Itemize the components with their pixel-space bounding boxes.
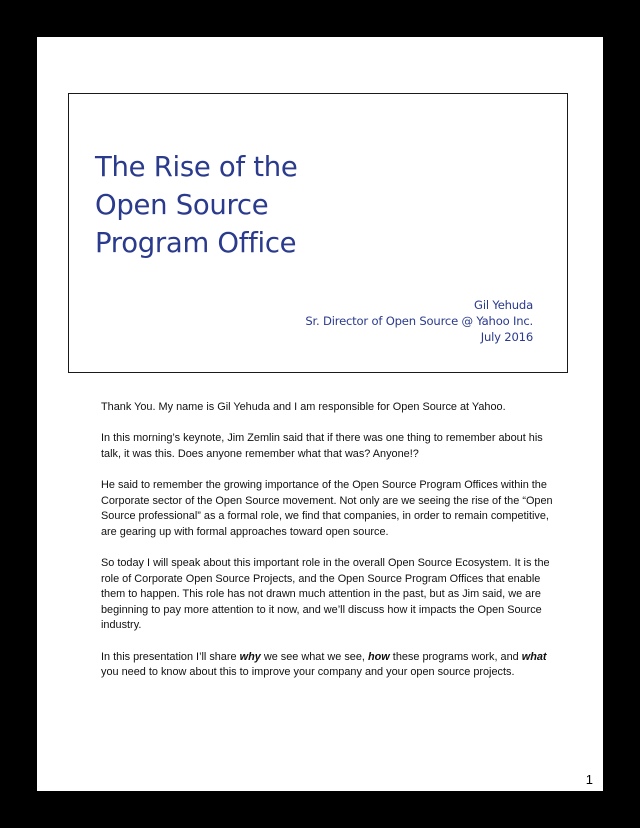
slide-author-block [305,297,533,346]
slide-thumbnail [68,93,568,373]
emphasis-how: how [367,650,390,663]
notes-paragraph: In this morning’s keynote, Jim Zemlin said that if there was one thing to remember about his talk, it was this. Does anyone remember what that was? Anyone!? [101,432,543,460]
slide-title-line: The Rise of the [95,151,298,183]
slide-title-line: Open Source [95,189,269,221]
notes-paragraph [101,650,561,681]
page-number: 1 [585,772,593,787]
slide-title [95,148,298,262]
slide-title-line: Program Office [95,227,297,259]
author-name: Gil Yehuda [474,298,533,312]
notes-paragraph: So today I will speak about this important role in the overall Open Source Ecosystem. It is the role of Corporate Open Source Projects, and the Open Source Program Offices that enable them to happen. This role has not drawn much attention in the past, but as Jim said, we are beginning to pay more attention to it now, and we’ll discuss how it impacts the Open Source industry. [101,556,550,632]
notes-text: In this presentation I’ll share [101,650,240,663]
notes-text: you need to know about this to improve your company and your open source projects. [101,666,515,679]
document-page [37,37,603,791]
notes-text: these programs work, and [389,650,522,663]
slide-date: July 2016 [480,330,533,345]
notes-paragraph: Thank You. My name is Gil Yehuda and I am responsible for Open Source at Yahoo. [101,401,506,413]
emphasis-what: what [521,650,547,663]
emphasis-why: why [239,650,261,663]
notes-text: we see what we see, [260,650,368,663]
notes-paragraph: He said to remember the growing importance of the Open Source Program Offices within the Corporate sector of the Open Source movement. Not only are we seeing the rise of the “Open Source professional” as a formal role, we find that companies, in order to remain competitive, are gearing up with formal approaches toward open source. [101,478,553,538]
author-role: Sr. Director of Open Source @ Yahoo Inc. [305,314,533,329]
speaker-notes [101,400,561,696]
